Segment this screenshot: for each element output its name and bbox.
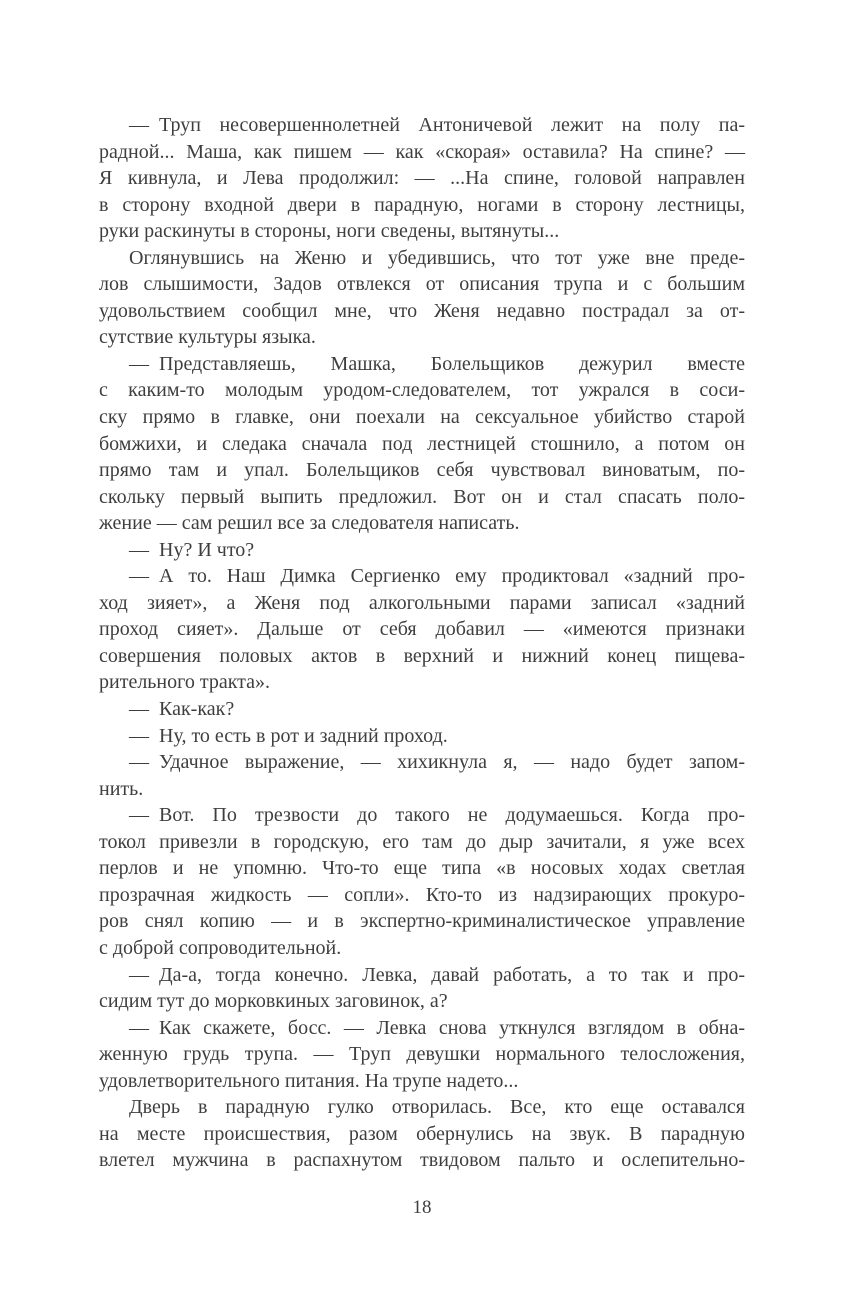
text-line: — Представляешь, Машка, Болельщиков дежурил вместе [129,352,745,375]
paragraph [99,696,745,723]
text-line: на месте происшествия, разом обернулись на звук. В парадную [99,1122,745,1145]
text-line: — Как-как? [129,698,235,721]
text-line: Оглянувшись на Женю и убедившись, что тот уже вне преде- [129,246,745,269]
text-line: ход зияет», а Женя под алкогольными парами записал «задний [99,591,745,614]
paragraph [99,723,745,750]
text-line: сидим тут до морковкиных заговинок, а? [99,990,448,1013]
paragraph [99,245,745,351]
paragraph [99,563,745,696]
text-line: прямо там и упал. Болельщиков себя чувствовал виноватым, по- [99,459,745,482]
text-line: жение — сам решил все за следователя написать. [99,512,520,535]
text-line: — А то. Наш Димка Сергиенко ему продиктовал «задний про- [129,565,745,588]
text-line: удовольствием сообщил мне, что Женя недавно пострадал за от- [99,299,745,322]
text-line: прозрачная жидкость — сопли». Кто-то из надзирающих прокуро- [99,883,745,906]
text-line: удовлетворительного питания. На трупе надето... [99,1069,519,1092]
text-line: — Удачное выражение, — хихикнула я, — надо будет запом- [129,751,745,774]
text-line: — Как скажете, босс. — Левка снова уткнулся взглядом в обна- [129,1016,745,1039]
text-line: женную грудь трупа. — Труп девушки нормального телосложения, [99,1043,745,1066]
paragraph [99,749,745,802]
text-line: — Вот. По трезвости до такого не додумаешься. Когда про- [129,804,745,827]
text-line: Дверь в парадную гулко отворилась. Все, кто еще оставался [129,1096,745,1119]
text-line: — Ну? И что? [129,538,255,561]
text-line: сутствие культуры языка. [99,326,316,349]
text-line: перлов и не упомню. Что-то еще типа «в носовых ходах светлая [99,857,745,880]
paragraph [99,1094,745,1174]
text-line: с каким-то молодым уродом-следователем, тот ужрался в соси- [99,379,745,402]
text-line: — Ну, то есть в рот и задний проход. [129,724,448,747]
paragraph [99,802,745,961]
text-line: в сторону входной двери в парадную, ногами в сторону лестницы, [99,193,745,216]
text-line: руки раскинуты в стороны, ноги сведены, вытянуты... [99,220,560,243]
text-line: совершения половых актов в верхний и нижний конец пищева- [99,644,745,667]
text-line: влетел мужчина в распахнутом твидовом пальто и ослепительно- [99,1149,745,1172]
text-line: токол привезли в городскую, его там до дыр зачитали, я уже всех [99,830,745,853]
text-line: рительного тракта». [99,671,271,694]
text-line: ску прямо в главке, они поехали на сексуальное убийство старой [99,406,745,429]
text-line: ров снял копию — и в экспертно-криминалистическое управление [99,910,745,933]
text-line: проход сияет». Дальше от себя добавил — «имеются признаки [99,618,745,641]
paragraph [99,351,745,537]
text-line: — Да-а, тогда конечно. Левка, давай работать, а то так и про- [129,963,745,986]
paragraph [99,1015,745,1095]
text-line: радной... Маша, как пишем — как «скорая» оставила? На спине? — [99,140,745,163]
paragraph [99,962,745,1015]
text-line: нить. [99,777,144,800]
text-line: лов слышимости, Задов отвлекся от описания трупа и с большим [99,273,745,296]
text-line: бомжихи, и следака сначала под лестницей стошнило, а потом он [99,432,745,455]
page-text [99,112,745,1174]
text-line: скольку первый выпить предложил. Вот он и стал спасать поло- [99,485,745,508]
text-line: Я кивнула, и Лева продолжил: — ...На спине, головой направлен [99,167,745,190]
paragraph [99,112,745,245]
text-line: — Труп несовершеннолетней Антоничевой лежит на полу па- [129,114,745,136]
paragraph [99,537,745,564]
text-line: с доброй сопроводительной. [99,936,342,959]
page-number: 18 [412,1197,432,1218]
